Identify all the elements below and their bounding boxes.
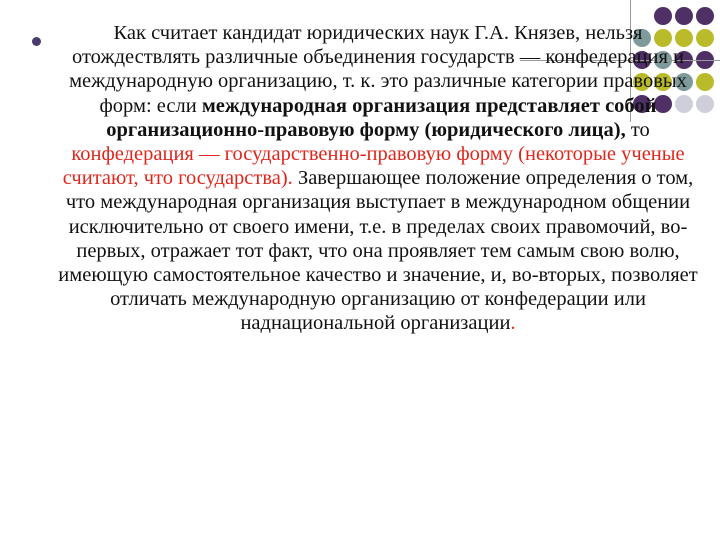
text-conclusion: Завершающее положение определения о том, что международная организация выступает в международном общении исключительно от своего имени, т.е. в пределах своих правомочий, во-первых, отражает тот факт, что она проявляет тем самым свою волю, имеющую самостоятельное качество и значение, и, во-вторых, позволяет отличать международную организацию от конфедерации или наднациональной организации [58,167,698,335]
text-connector: то [625,118,650,141]
decor-dot [696,73,714,91]
decor-dot [696,7,714,25]
decor-dot [696,95,714,113]
body-paragraph [58,21,698,336]
text-intro: Как считает кандидат юридических наук Г.А. Князев, нельзя отождествлять различные объединения государств — конфедерация и международную организацию, т. к. это различные категории правовых форм: если [69,22,687,117]
text-red-confederation: конфедерация — государственно-правовую форму (некоторые ученые считают, что государства). [62,143,685,190]
decor-dot [696,29,714,47]
bullet-icon [32,37,41,46]
text-bold-definition: международная организация представляет собой организационно-правовую форму (юридического лица), [106,94,657,141]
text-final-period: . [510,312,516,335]
